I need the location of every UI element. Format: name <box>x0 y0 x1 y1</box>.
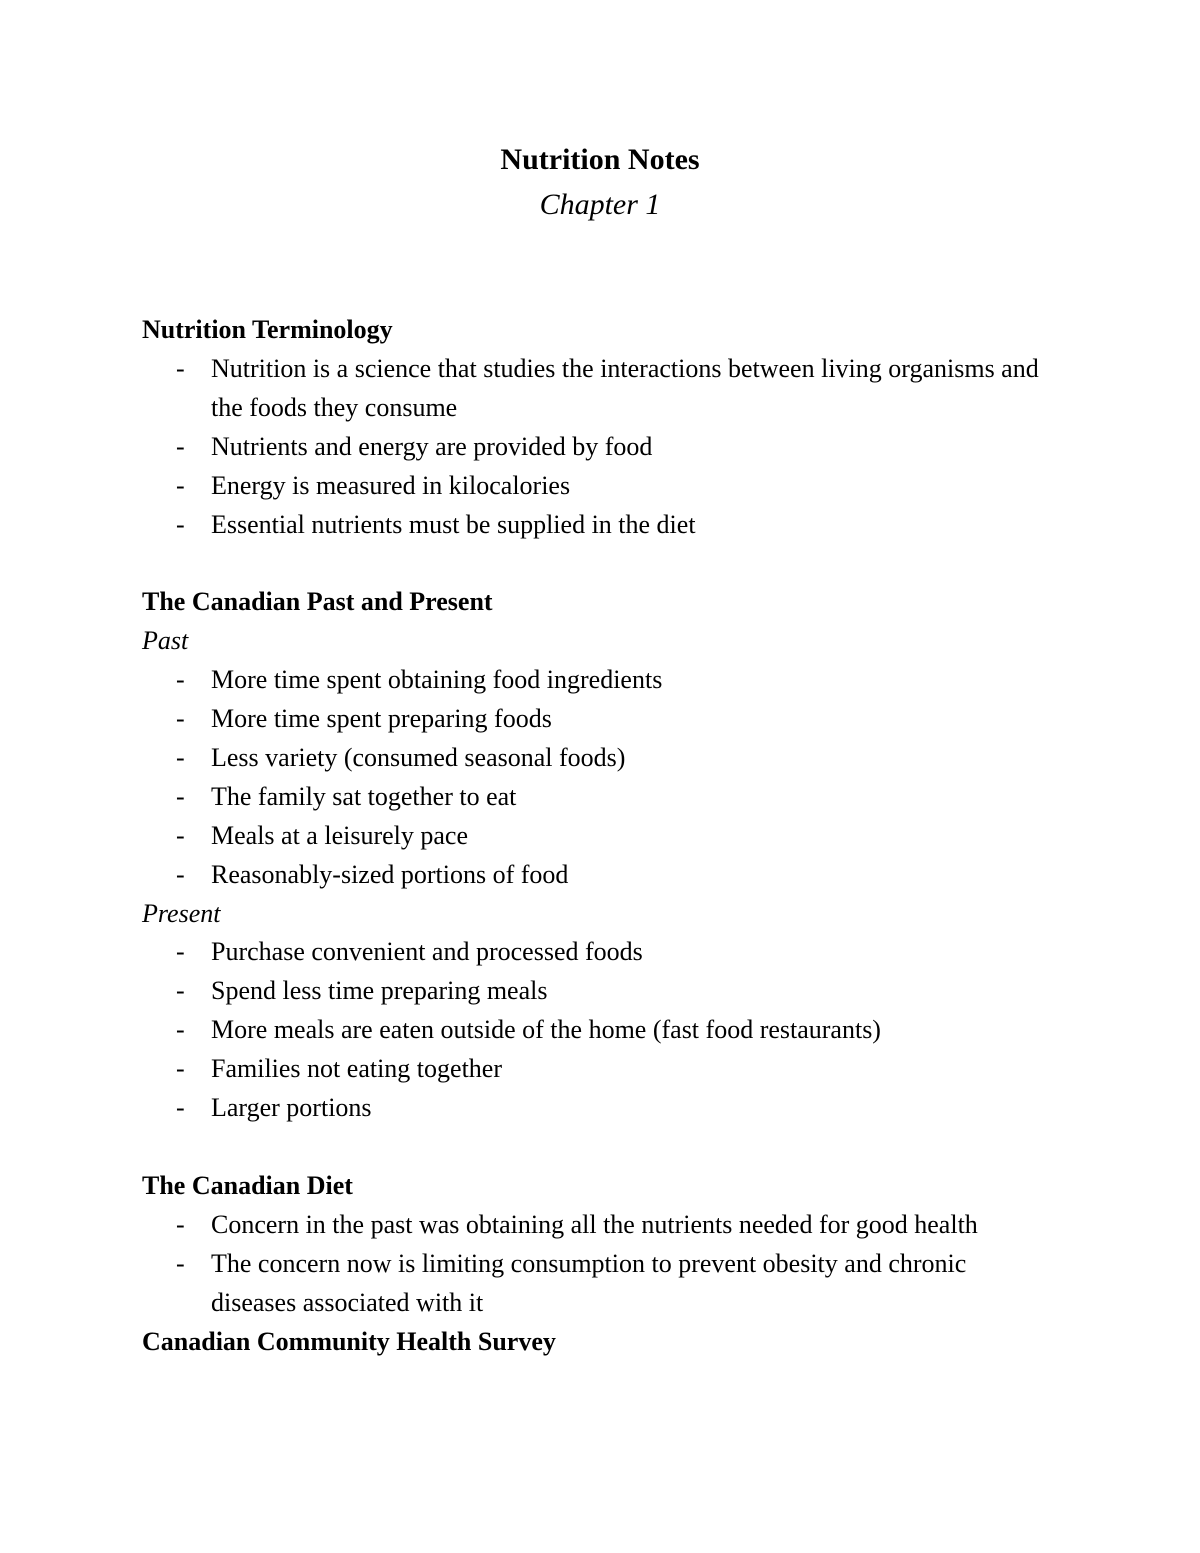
section-heading: Nutrition Terminology <box>142 315 393 344</box>
subsection-heading-present: Present <box>142 898 221 928</box>
list-item <box>142 856 1042 895</box>
paragraph-gap <box>142 1128 1042 1167</box>
list-item-text: Energy is measured in kilocalories <box>211 470 571 500</box>
document-subtitle: Chapter 1 <box>539 188 661 221</box>
list-item-text: Spend less time preparing meals <box>211 976 548 1006</box>
document-body <box>142 311 1042 1361</box>
list-item <box>142 467 1042 506</box>
list-item-text: Nutrients and energy are provided by food <box>211 431 653 461</box>
list-item <box>142 933 1042 972</box>
section-terminology <box>142 311 1042 544</box>
dash-bullet: - <box>176 1054 185 1084</box>
list-item <box>142 1050 1042 1089</box>
section-survey <box>142 1323 1042 1362</box>
subsection-heading-past: Past <box>142 626 189 656</box>
list-item-text: Meals at a leisurely pace <box>211 820 468 850</box>
list-item-text: Reasonably-sized portions of food <box>211 859 569 889</box>
list-item <box>142 428 1042 467</box>
list-item <box>142 817 1042 856</box>
bullet-list <box>142 350 1042 545</box>
dash-bullet: - <box>176 742 185 772</box>
list-item <box>142 739 1042 778</box>
list-item-text: More meals are eaten outside of the home (fast food restaurants) <box>211 1015 881 1045</box>
list-item <box>142 1245 1042 1323</box>
list-item-text: Purchase convenient and processed foods <box>211 937 643 967</box>
dash-bullet: - <box>176 353 185 383</box>
dash-bullet: - <box>176 1209 185 1239</box>
dash-bullet: - <box>176 781 185 811</box>
list-item <box>142 506 1042 545</box>
bullet-list <box>142 1206 1042 1323</box>
dash-bullet: - <box>176 431 185 461</box>
paragraph-gap <box>142 544 1042 583</box>
dash-bullet: - <box>176 470 185 500</box>
list-item-text: More time spent obtaining food ingredients <box>211 665 663 695</box>
dash-bullet: - <box>176 665 185 695</box>
list-item <box>142 778 1042 817</box>
list-item <box>142 661 1042 700</box>
list-item <box>142 350 1042 428</box>
dash-bullet: - <box>176 820 185 850</box>
list-item <box>142 972 1042 1011</box>
list-item <box>142 1011 1042 1050</box>
bullet-list <box>142 933 1042 1128</box>
list-item-text: Concern in the past was obtaining all the nutrients needed for good health <box>211 1209 978 1239</box>
dash-bullet: - <box>176 937 185 967</box>
list-item-text: Essential nutrients must be supplied in the diet <box>211 509 696 539</box>
bullet-list <box>142 661 1042 894</box>
dash-bullet: - <box>176 1248 185 1278</box>
list-item <box>142 1206 1042 1245</box>
list-item-text: Families not eating together <box>211 1054 502 1084</box>
list-item-text: More time spent preparing foods <box>211 704 552 734</box>
section-heading: Canadian Community Health Survey <box>142 1326 556 1356</box>
list-item-text: Nutrition is a science that studies the interactions between living organisms and the foods they consume <box>211 353 1039 422</box>
dash-bullet: - <box>176 976 185 1006</box>
dash-bullet: - <box>176 704 185 734</box>
list-item-text: The concern now is limiting consumption to prevent obesity and chronic diseases associated with it <box>211 1248 967 1317</box>
list-item-text: The family sat together to eat <box>211 781 517 811</box>
dash-bullet: - <box>176 509 185 539</box>
section-past-present <box>142 583 1042 1128</box>
dash-bullet: - <box>176 859 185 889</box>
document-title: Nutrition Notes <box>500 143 700 176</box>
dash-bullet: - <box>176 1093 185 1123</box>
list-item-text: Larger portions <box>211 1093 372 1123</box>
list-item <box>142 1089 1042 1128</box>
section-heading: The Canadian Diet <box>142 1170 353 1200</box>
section-diet <box>142 1167 1042 1323</box>
list-item-text: Less variety (consumed seasonal foods) <box>211 742 626 772</box>
list-item <box>142 700 1042 739</box>
section-heading: The Canadian Past and Present <box>142 587 493 617</box>
dash-bullet: - <box>176 1015 185 1045</box>
